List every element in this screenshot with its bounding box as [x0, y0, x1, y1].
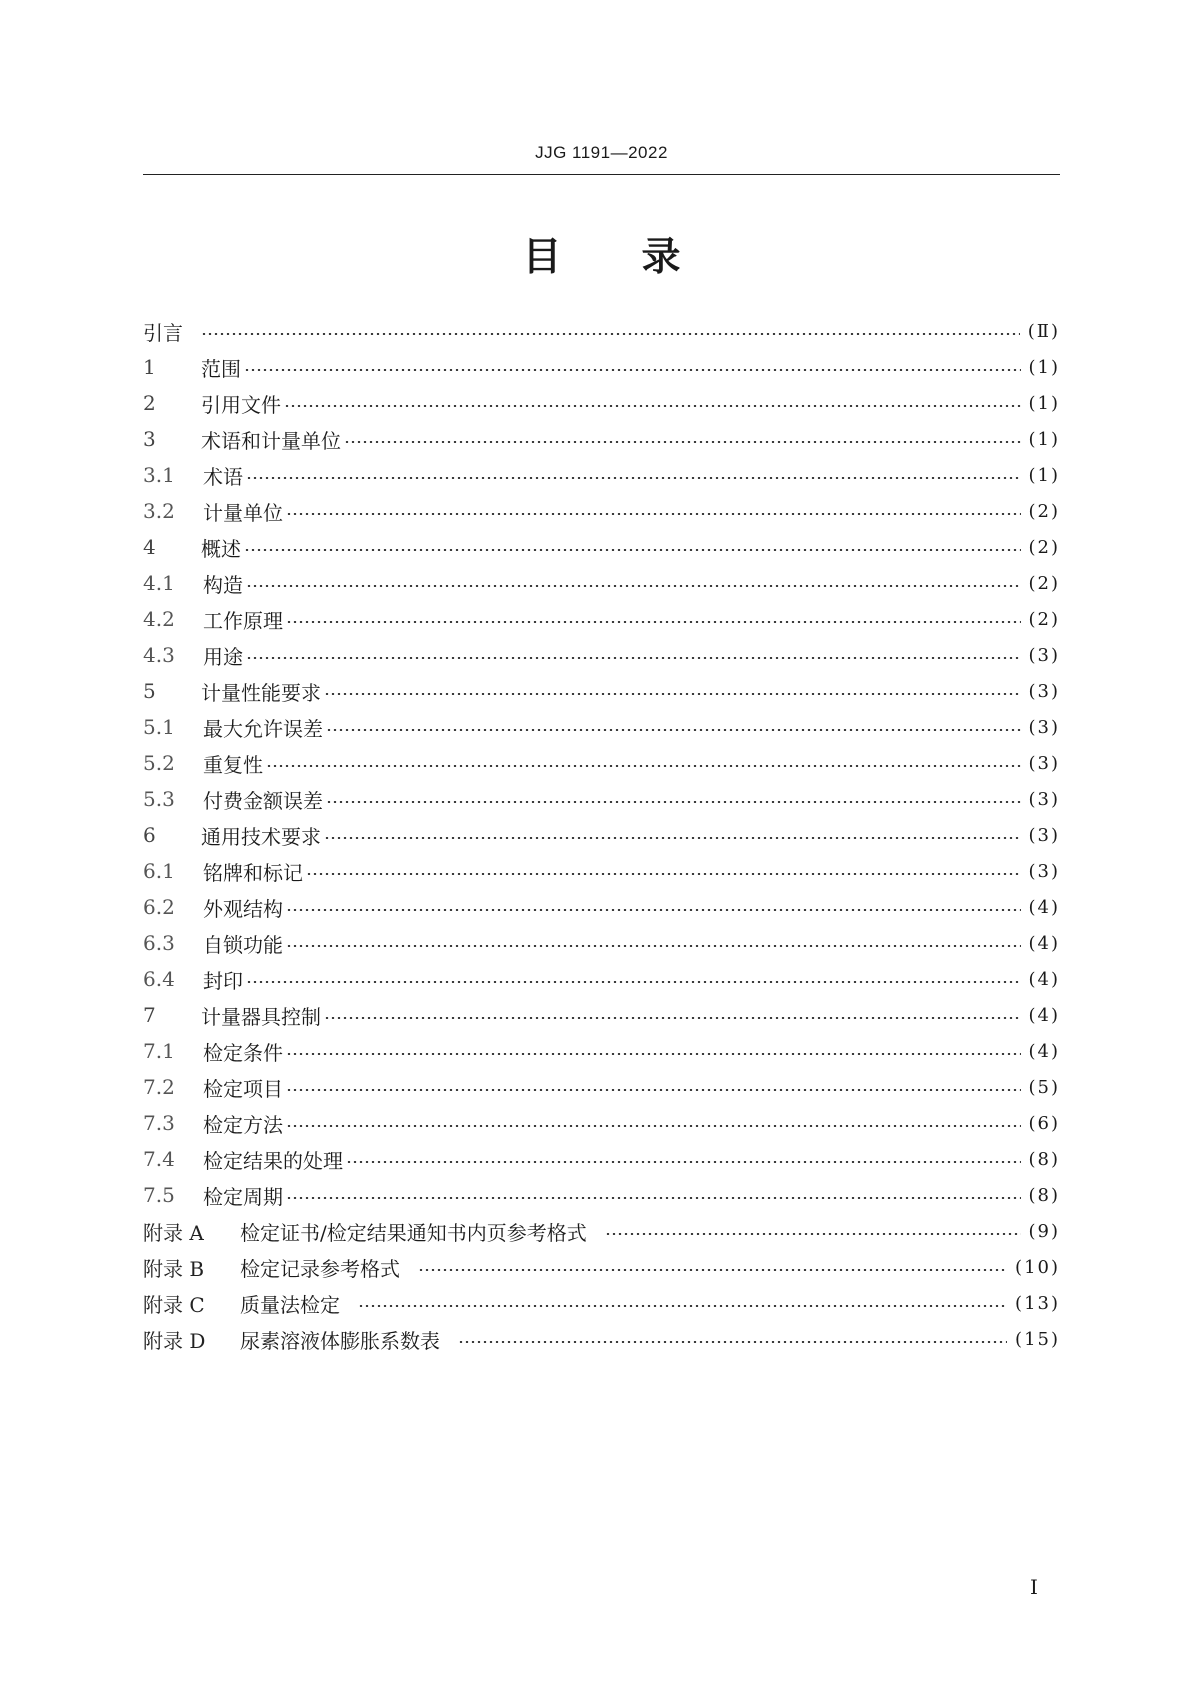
toc-entry[interactable] [143, 1033, 1060, 1069]
toc-entry-page: (4) [1028, 968, 1060, 990]
toc-entry-number: 7 [143, 1003, 156, 1027]
dot-leader [286, 621, 1021, 623]
toc-entry-page: (2) [1028, 608, 1060, 630]
toc-entry-title: 检定条件 [203, 1040, 283, 1065]
dot-leader [286, 513, 1021, 515]
toc-entry-number: 6.4 [143, 967, 175, 991]
dot-leader [324, 693, 1021, 695]
dot-leader [244, 369, 1021, 371]
toc-entry-title: 检定证书/检定结果通知书内页参考格式 [240, 1220, 587, 1245]
dot-leader [246, 657, 1021, 659]
toc-entry-page: (4) [1028, 932, 1060, 954]
header-rule [143, 174, 1060, 175]
dot-leader [284, 405, 1021, 407]
toc-entry-title: 通用技术要求 [201, 824, 321, 849]
toc-entry-title: 质量法检定 [240, 1292, 340, 1317]
toc-entry-number: 5.1 [143, 715, 175, 739]
toc-entry-number: 7.1 [143, 1039, 175, 1063]
toc-entry-number: 4 [143, 535, 156, 559]
toc-entry-number: 4.3 [143, 643, 175, 667]
dot-leader [458, 1341, 1007, 1343]
toc-entry[interactable] [143, 421, 1060, 457]
toc-entry[interactable] [143, 565, 1060, 601]
toc-entry-page: (3) [1028, 716, 1060, 738]
dot-leader [326, 729, 1021, 731]
toc-entry[interactable] [143, 817, 1060, 853]
toc-entry-title: 付费金额误差 [203, 788, 323, 813]
toc-entry-number: 附录 C [143, 1292, 205, 1317]
toc-entry-title: 计量单位 [203, 500, 283, 525]
toc-entry[interactable] [143, 709, 1060, 745]
toc-entry-number: 6 [143, 823, 156, 847]
toc-entry[interactable] [143, 457, 1060, 493]
toc-entry[interactable] [143, 745, 1060, 781]
dot-leader [286, 909, 1021, 911]
toc-entry-number: 附录 B [143, 1256, 205, 1281]
toc-entry-number: 7.2 [143, 1075, 175, 1099]
toc-entry-number: 3.2 [143, 499, 175, 523]
toc-entry-page: (9) [1028, 1220, 1060, 1242]
toc-entry-number: 5 [143, 679, 156, 703]
dot-leader [324, 837, 1021, 839]
toc-entry-title: 计量性能要求 [201, 680, 321, 705]
table-of-contents [143, 313, 1060, 1357]
dot-leader [201, 333, 1020, 335]
toc-entry-title: 最大允许误差 [203, 716, 323, 741]
toc-entry-title: 重复性 [203, 752, 263, 777]
toc-entry[interactable] [143, 781, 1060, 817]
toc-entry-page: (2) [1028, 536, 1060, 558]
toc-entry-title: 范围 [201, 356, 241, 381]
toc-entry[interactable] [143, 385, 1060, 421]
toc-entry-number: 附录 D [143, 1328, 206, 1353]
page-number: I [1030, 1575, 1038, 1599]
toc-entry[interactable] [143, 925, 1060, 961]
toc-entry-title: 工作原理 [203, 608, 283, 633]
toc-entry-page: (5) [1028, 1076, 1060, 1098]
page-title-left: 目 [522, 235, 562, 280]
toc-entry-number: 7.5 [143, 1183, 175, 1207]
toc-entry[interactable] [143, 1105, 1060, 1141]
toc-entry-page: (3) [1028, 824, 1060, 846]
toc-entry[interactable] [143, 529, 1060, 565]
dot-leader [246, 477, 1021, 479]
toc-entry-title: 构造 [203, 572, 243, 597]
toc-entry-number: 4.1 [143, 571, 175, 595]
toc-entry-number: 7.3 [143, 1111, 175, 1135]
dot-leader [418, 1269, 1007, 1271]
toc-entry[interactable] [143, 1249, 1060, 1285]
toc-entry-page: (4) [1028, 896, 1060, 918]
dot-leader [246, 585, 1021, 587]
toc-entry-title: 用途 [203, 644, 243, 669]
toc-entry-number: 4.2 [143, 607, 175, 631]
toc-entry-page: (3) [1028, 860, 1060, 882]
toc-entry[interactable] [143, 853, 1060, 889]
page-title-right: 录 [641, 235, 681, 280]
dot-leader [286, 1125, 1021, 1127]
toc-entry[interactable] [143, 997, 1060, 1033]
toc-entry-page: (3) [1028, 680, 1060, 702]
dot-leader [358, 1305, 1007, 1307]
toc-entry[interactable] [143, 1285, 1060, 1321]
toc-entry-page: (1) [1028, 464, 1060, 486]
toc-entry-title: 检定结果的处理 [203, 1148, 343, 1173]
toc-entry-number: 3 [143, 427, 156, 451]
toc-entry-page: (2) [1028, 500, 1060, 522]
toc-entry-title: 概述 [201, 536, 241, 561]
toc-entry-number: 1 [143, 355, 156, 379]
toc-entry-page: (8) [1028, 1148, 1060, 1170]
toc-entry[interactable] [143, 1213, 1060, 1249]
dot-leader [286, 1197, 1021, 1199]
page-title [143, 226, 1060, 282]
toc-entry[interactable] [143, 1177, 1060, 1213]
toc-entry-number: 5.3 [143, 787, 175, 811]
toc-entry[interactable] [143, 673, 1060, 709]
toc-entry-page: (15) [1015, 1328, 1060, 1350]
dot-leader [605, 1233, 1021, 1235]
dot-leader [326, 801, 1021, 803]
toc-entry-title: 封印 [203, 968, 243, 993]
toc-entry-title: 计量器具控制 [201, 1004, 321, 1029]
dot-leader [306, 873, 1021, 875]
toc-entry-page: (1) [1028, 428, 1060, 450]
dot-leader [246, 981, 1021, 983]
dot-leader [286, 1089, 1021, 1091]
toc-entry-page: (1) [1028, 356, 1060, 378]
toc-entry-page: (6) [1028, 1112, 1060, 1134]
toc-entry[interactable] [143, 637, 1060, 673]
toc-entry[interactable] [143, 1069, 1060, 1105]
toc-entry-page: (4) [1028, 1040, 1060, 1062]
toc-entry[interactable] [143, 961, 1060, 997]
toc-entry-title: 检定周期 [203, 1184, 283, 1209]
toc-entry-title: 术语和计量单位 [201, 428, 341, 453]
toc-entry-title: 检定记录参考格式 [240, 1256, 400, 1281]
toc-entry-title: 引言 [143, 320, 183, 345]
toc-entry[interactable] [143, 1141, 1060, 1177]
toc-entry-page: (4) [1028, 1004, 1060, 1026]
toc-entry-page: (3) [1028, 788, 1060, 810]
toc-entry-page: (Ⅱ) [1027, 320, 1060, 342]
dot-leader [346, 1161, 1021, 1163]
toc-entry-title: 检定项目 [203, 1076, 283, 1101]
toc-entry-page: (3) [1028, 644, 1060, 666]
document-code-header: JJG 1191—2022 [535, 143, 668, 162]
dot-leader [244, 549, 1021, 551]
toc-entry-page: (2) [1028, 572, 1060, 594]
dot-leader [324, 1017, 1021, 1019]
toc-entry-page: (13) [1015, 1292, 1060, 1314]
toc-entry-number: 6.3 [143, 931, 175, 955]
toc-entry-number: 6.2 [143, 895, 175, 919]
toc-entry-page: (10) [1015, 1256, 1060, 1278]
toc-entry-number: 附录 A [143, 1220, 204, 1245]
toc-entry[interactable] [143, 313, 1060, 349]
dot-leader [286, 945, 1021, 947]
dot-leader [266, 765, 1021, 767]
toc-entry-title: 外观结构 [203, 896, 283, 921]
toc-entry-number: 6.1 [143, 859, 175, 883]
dot-leader [344, 441, 1021, 443]
toc-entry[interactable] [143, 889, 1060, 925]
toc-entry-title: 尿素溶液体膨胀系数表 [240, 1328, 440, 1353]
toc-entry[interactable] [143, 601, 1060, 637]
toc-entry-number: 5.2 [143, 751, 175, 775]
toc-entry-title: 自锁功能 [203, 932, 283, 957]
dot-leader [286, 1053, 1021, 1055]
toc-entry-number: 7.4 [143, 1147, 175, 1171]
toc-entry-title: 术语 [203, 464, 243, 489]
toc-entry-number: 3.1 [143, 463, 175, 487]
toc-entry-page: (3) [1028, 752, 1060, 774]
toc-entry[interactable] [143, 1321, 1060, 1357]
toc-entry[interactable] [143, 349, 1060, 385]
toc-entry-title: 检定方法 [203, 1112, 283, 1137]
toc-entry-page: (1) [1028, 392, 1060, 414]
toc-entry[interactable] [143, 493, 1060, 529]
toc-entry-number: 2 [143, 391, 156, 415]
toc-entry-title: 引用文件 [201, 392, 281, 417]
toc-entry-title: 铭牌和标记 [203, 860, 303, 885]
toc-entry-page: (8) [1028, 1184, 1060, 1206]
